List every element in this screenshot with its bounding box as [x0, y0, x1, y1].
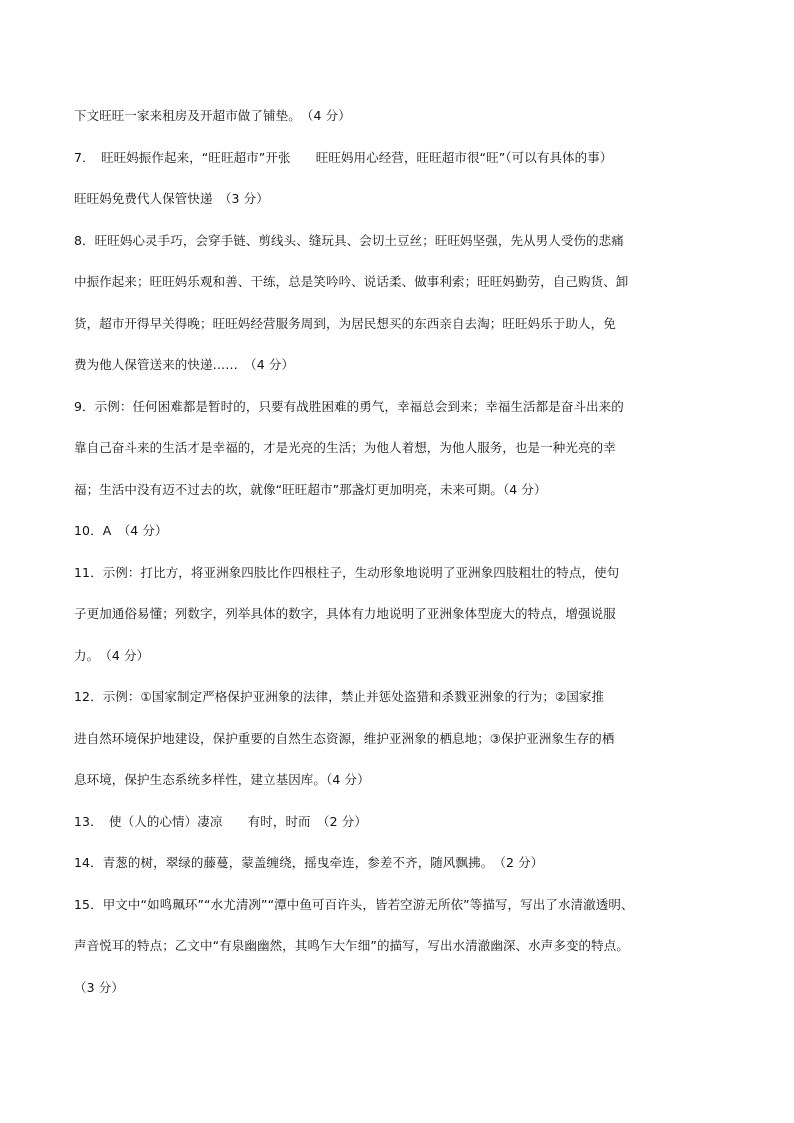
- answer-8-line-4: 费为他人保管送来的快递…… （4 分）: [74, 357, 295, 372]
- answer-9-line-2: 靠自己奋斗来的生活才是幸福的，才是光亮的生活；为他人着想，为他人服务，也是一种光亮的幸: [74, 440, 616, 455]
- answer-8-line-1: 8．旺旺妈心灵手巧，会穿手链、剪线头、缝玩具、会切土豆丝；旺旺妈坚强，先从男人受伤的悲痛: [74, 233, 624, 248]
- answer-9-line-3: 福；生活中没有迈不过去的坎，就像“旺旺超市”那盏灯更加明亮，未来可期。（4 分）: [74, 482, 547, 497]
- answer-15-line-3: （3 分）: [74, 980, 124, 995]
- answer-12-line-3: 息环境，保护生态系统多样性，建立基因库。（4 分）: [74, 772, 370, 787]
- answer-9-line-1: 9．示例：任何困难都是暂时的，只要有战胜困难的勇气，幸福总会到来；幸福生活都是奋斗出来的: [74, 399, 624, 414]
- answer-12-line-2: 进自然环境保护地建设，保护重要的自然生态资源，维护亚洲象的栖息地；③保护亚洲象生存的栖: [74, 731, 615, 746]
- answer-8-line-3: 货，超市开得早关得晚；旺旺妈经营服务周到，为居民想买的东西亲自去淘；旺旺妈乐于助人，免: [74, 316, 616, 331]
- answer-11-line-2: 子更加通俗易懂；列数字，列举具体的数字，具体有力地说明了亚洲象体型庞大的特点，增强说服: [74, 606, 616, 621]
- answer-11-line-1: 11．示例：打比方，将亚洲象四肢比作四根柱子，生动形象地说明了亚洲象四肢粗壮的特点，使句: [74, 565, 620, 580]
- answer-8-line-2: 中振作起来；旺旺妈乐观和善、干练，总是笑吟吟、说话柔、做事利索；旺旺妈勤劳，自己购货、卸: [74, 274, 629, 289]
- answer-13-line: 13． 使（人的心情）凄凉 有时，时而 （2 分）: [74, 814, 367, 829]
- answer-11-line-3: 力。 （4 分）: [74, 648, 150, 663]
- answer-12-line-1: 12．示例：①国家制定严格保护亚洲象的法律，禁止并惩处盗猎和杀戮亚洲象的行为；②国家推: [74, 689, 605, 704]
- text-line: 下文旺旺一家来租房及开超市做了铺垫。 （4 分）: [74, 108, 351, 123]
- answer-14-line: 14．青葱的树，翠绿的藤蔓，蒙盖缠绕，摇曳牵连，参差不齐，随风飘拂。 （2 分）: [74, 855, 544, 870]
- answer-10-line: 10．A （4 分）: [74, 523, 168, 538]
- answer-7-line-1: 7． 旺旺妈振作起来，“旺旺超市”开张 旺旺妈用心经营，旺旺超市很“旺”（可以有具体的事）: [74, 150, 613, 165]
- answer-7-line-2: 旺旺妈免费代人保管快递 （3 分）: [74, 191, 269, 206]
- answer-15-line-2: 声音悦耳的特点；乙文中“有泉幽幽然，其鸣乍大乍细”的描写，写出水清澈幽深、水声多变的特点。: [74, 938, 629, 953]
- answer-15-line-1: 15．甲文中“如鸣珮环”“水尤清冽”“潭中鱼可百许头，皆若空游无所依”等描写，写出了水清澈透明、: [74, 897, 634, 912]
